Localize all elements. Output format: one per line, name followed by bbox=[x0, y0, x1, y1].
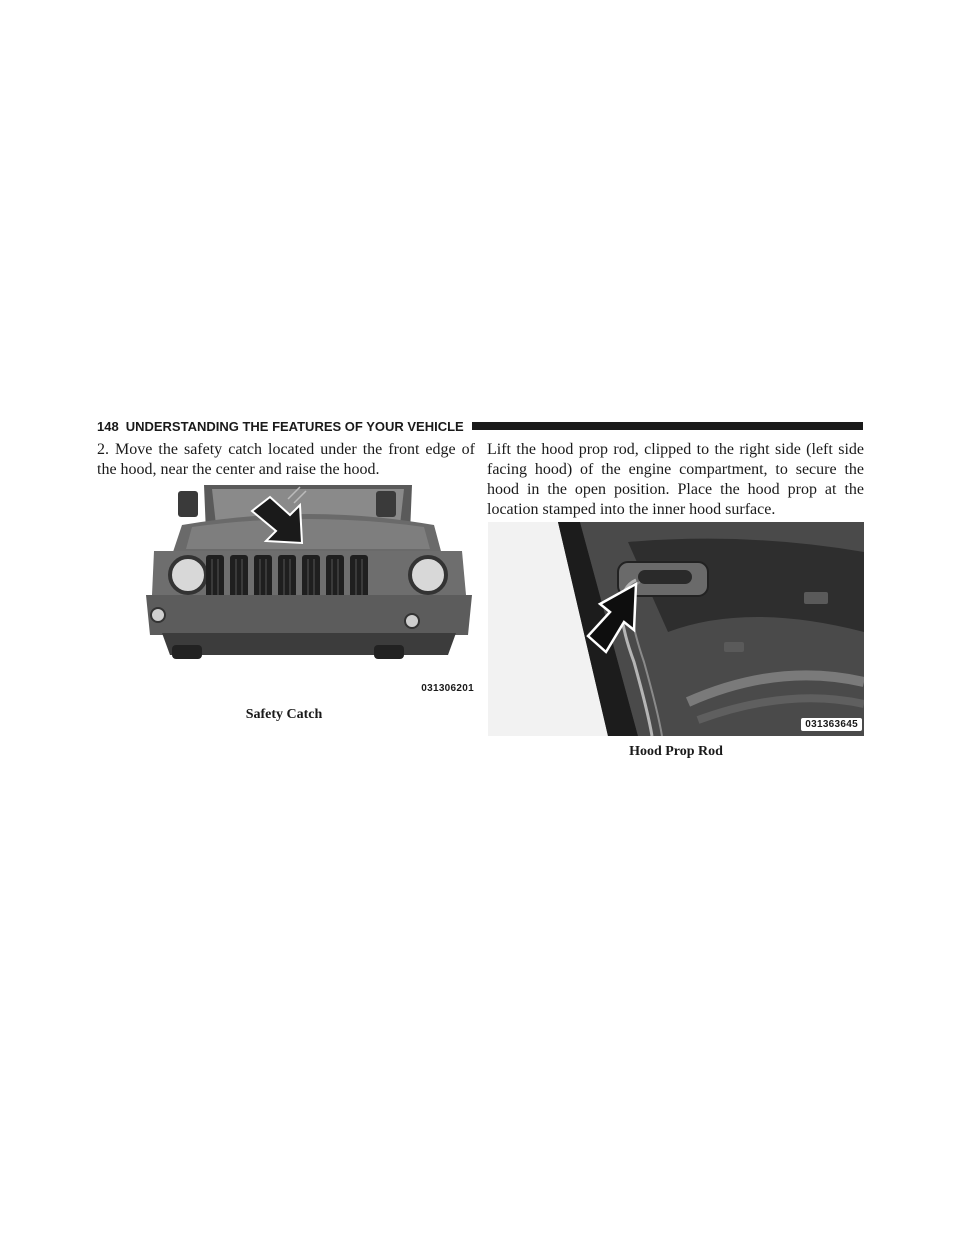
page-number: 148 bbox=[97, 418, 119, 434]
page-header bbox=[97, 418, 863, 434]
jeep-front-arrow-illustration-icon bbox=[142, 485, 476, 700]
hood-prop-arrow-photo-icon bbox=[488, 522, 864, 736]
section-title: UNDERSTANDING THE FEATURES OF YOUR VEHICLE bbox=[125, 418, 464, 434]
figure-code: 031306201 bbox=[421, 683, 474, 694]
hood-prop-rod-caption: Hood Prop Rod bbox=[629, 744, 723, 759]
hood-prop-rod-figure bbox=[488, 522, 864, 736]
left-column bbox=[97, 440, 475, 480]
hood-prop-paragraph: Lift the hood prop rod, clipped to the right side (left side facing hood) of the engine compartment, to secure the hood in the open position. Place the hood prop at the location stamped into the inner hood surface. bbox=[487, 441, 864, 518]
header-rule bbox=[472, 422, 863, 430]
safety-catch-caption: Safety Catch bbox=[245, 707, 323, 722]
right-column bbox=[487, 440, 864, 520]
safety-catch-figure bbox=[142, 485, 476, 700]
figure-code: 031363645 bbox=[801, 718, 862, 731]
step-2-paragraph: 2. Move the safety catch located under the front edge of the hood, near the center and raise the hood. bbox=[97, 441, 475, 478]
